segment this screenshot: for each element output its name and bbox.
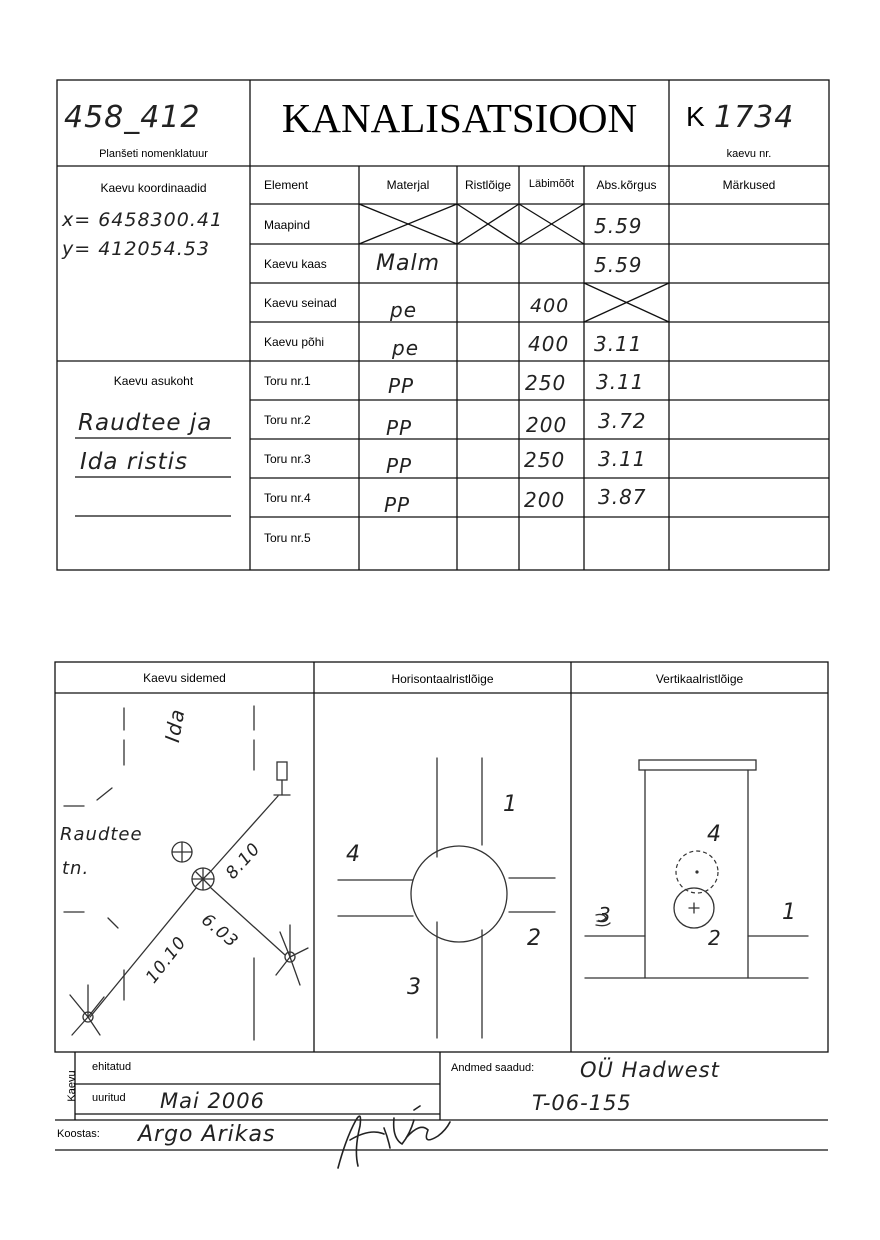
page-title: KANALISATSIOON	[281, 95, 638, 141]
row-material: pe	[392, 336, 419, 360]
pipe-number: 2	[527, 926, 542, 951]
row-height: 5.59	[594, 214, 643, 238]
pipe-number: 2	[708, 926, 722, 950]
row-element: Kaevu kaas	[264, 257, 327, 271]
row-material: PP	[386, 416, 413, 440]
row-diameter: 250	[524, 448, 566, 472]
compiled-value: Argo Arikas	[138, 1122, 276, 1147]
coord-x: x= 6458300.41	[62, 209, 224, 231]
well-prefix: K	[686, 101, 705, 132]
links-header: Kaevu sidemed	[143, 671, 226, 685]
row-height: 3.87	[598, 485, 647, 509]
row-element: Kaevu põhi	[264, 335, 325, 349]
col-header-notes: Märkused	[722, 178, 776, 192]
distance-label: 8.10	[222, 838, 265, 884]
row-material: Malm	[376, 251, 441, 276]
row-diameter: 400	[528, 332, 570, 356]
location-line-2: Ida ristis	[80, 449, 189, 475]
row-element: Toru nr.4	[264, 491, 311, 505]
nomenclature-label: Planšeti nomenklatuur	[99, 148, 208, 160]
row-element: Toru nr.1	[264, 374, 311, 388]
street-label-raudtee: Raudtee	[60, 824, 143, 845]
row-material: PP	[386, 454, 413, 478]
distance-label: 10.10	[142, 932, 191, 988]
vertical-section-sketch	[585, 760, 808, 978]
measured-value: Mai 2006	[160, 1089, 265, 1113]
pipe-number: 4	[346, 842, 361, 867]
row-element: Toru nr.5	[264, 531, 311, 545]
col-header-section: Ristlõige	[464, 178, 512, 192]
street-label-ida: Ida	[160, 706, 190, 745]
col-header-material: Materjal	[386, 178, 430, 192]
data-source-label: Andmed saadud:	[451, 1062, 535, 1074]
coord-y: y= 412054.53	[62, 238, 210, 260]
row-height: 5.59	[594, 253, 643, 277]
signature	[338, 1106, 450, 1168]
row-material: pe	[390, 298, 417, 322]
street-label-tn: tn.	[62, 858, 90, 879]
compiled-label: Koostas:	[57, 1128, 100, 1140]
row-element: Maapind	[264, 218, 311, 232]
pipe-number: 4	[707, 822, 722, 847]
location-label: Kaevu asukoht	[113, 374, 194, 388]
row-diameter: 200	[524, 488, 566, 512]
well-number: 1734	[714, 100, 795, 135]
col-header-height: Abs.kõrgus	[596, 178, 657, 192]
data-source-value: OÜ Hadwest	[580, 1058, 720, 1082]
vertical-header: Vertikaalristlõige	[655, 672, 744, 686]
nomenclature-value: 458_412	[64, 100, 201, 135]
coords-label: Kaevu koordinaadid	[100, 181, 207, 195]
data-source-reference: T-06-155	[532, 1091, 632, 1115]
col-header-diameter: Läbimõõt	[528, 178, 575, 190]
well-number-label: kaevu nr.	[726, 148, 772, 160]
row-material: PP	[388, 374, 415, 398]
row-element: Toru nr.3	[264, 452, 311, 466]
built-label: ehitatud	[92, 1061, 132, 1073]
pipe-number: 3	[598, 903, 612, 927]
pipe-number: 1	[503, 792, 518, 817]
distance-label: 6.03	[197, 910, 243, 953]
row-element: Kaevu seinad	[264, 296, 337, 310]
row-height: 3.72	[598, 409, 647, 433]
measured-label: uuritud	[92, 1092, 126, 1104]
horizontal-header: Horisontaalristlõige	[391, 672, 494, 686]
horizontal-section-sketch	[338, 758, 555, 1038]
row-height: 3.11	[596, 370, 645, 394]
well-plan-circle	[411, 846, 507, 942]
row-diameter: 200	[526, 413, 568, 437]
row-height: 3.11	[594, 332, 643, 356]
row-material: PP	[384, 493, 411, 517]
links-sketch	[64, 706, 308, 1040]
col-header-element: Element	[264, 178, 309, 192]
location-line-1: Raudtee ja	[78, 410, 213, 436]
well-side-label: Kaevu	[66, 1070, 78, 1102]
pipe-number: 1	[782, 900, 797, 925]
row-height: 3.11	[598, 447, 647, 471]
row-element: Toru nr.2	[264, 413, 311, 427]
row-diameter: 250	[525, 371, 567, 395]
pipe-number: 3	[407, 975, 422, 1000]
row-diameter: 400	[530, 295, 570, 317]
